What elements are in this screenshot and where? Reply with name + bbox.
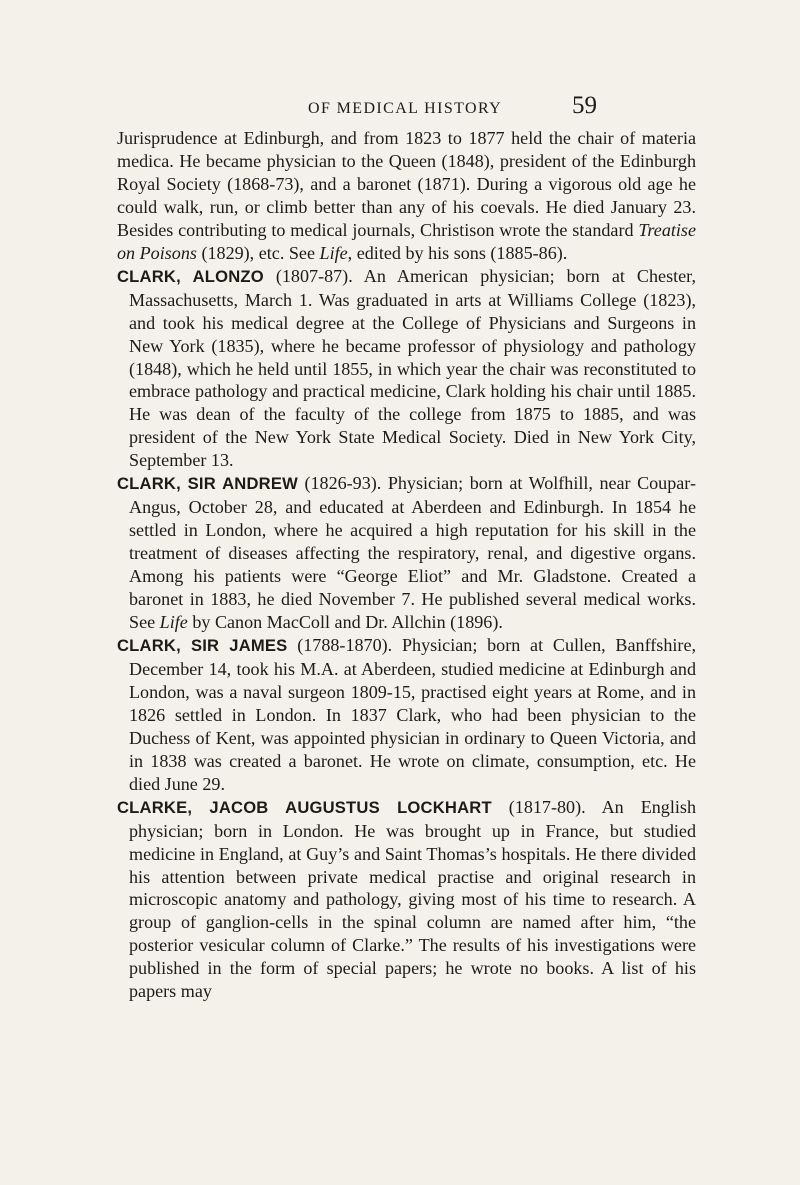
entry-name: CLARK, SIR JAMES: [117, 635, 288, 655]
page-body: [117, 127, 696, 1003]
entry-clarke-jacob: [117, 796, 696, 1004]
entry-name: CLARK, ALONZO: [117, 266, 264, 286]
continuation-paragraph: [117, 127, 696, 265]
entry-text: (1807-87). An American physician; born at Chester, Massachusetts, March 1. Was graduated in arts at Williams College (1823), and took his medical degree at the College of Physicians and Surgeons in New York (1835), where he became professor of physiology and pathology (1848), which he held until 1855, in which year the chair was reconstituted to embrace pathology and practical medicine, Clark holding his chair until 1885. He was dean of the faculty of the college from 1875 to 1885, and was president of the New York State Medical Society. Died in New York City, September 13.: [129, 265, 696, 471]
entry-name: CLARKE, JACOB AUGUSTUS LOCKHART: [117, 797, 492, 817]
page-header: [0, 92, 800, 132]
continuation-text: (1829), etc. See: [196, 242, 320, 263]
entry-clark-alonzo: [117, 265, 696, 473]
book-title: Life: [159, 612, 188, 633]
page-number: 59: [572, 92, 597, 119]
entry-clark-sir-andrew: [117, 472, 696, 634]
book-title: Life: [319, 242, 348, 263]
entry-text: by Canon MacColl and Dr. Allchin (1896).: [187, 612, 503, 633]
entry-name: CLARK, SIR ANDREW: [117, 474, 298, 494]
continuation-text: Jurisprudence at Edinburgh, and from 1823 to 1877 held the chair of materia medica. He became physician to the Queen (1848), president of the Edinburgh Royal Society (1868-73), and a baronet (1871). During a vigorous old age he could walk, run, or climb better than any of his coevals. He died January 23. Besides contributing to medical journals, Christison wrote the standard: [117, 128, 696, 240]
running-head: OF MEDICAL HISTORY: [308, 100, 503, 117]
continuation-text: , edited by his sons (1885-86).: [347, 242, 568, 263]
entry-text: (1817-80). An English physician; born in London. He was brought up in France, but studied medicine in England, at Guy’s and Saint Thomas’s hospitals. He there divided his attention between private medical practise and original research in microscopic anatomy and pathology, giving most of his time to research. A group of ganglion-cells in the spinal column are named after him, “the posterior vesicular column of Clarke.” The results of his investigations were published in the form of special papers; he wrote no books. A list of his papers may: [129, 796, 696, 1002]
entry-text: (1826-93). Physician; born at Wolfhill, near Coupar-Angus, October 28, and educated at Aberdeen and Edinburgh. In 1854 he settled in London, where he acquired a high reputation for his skill in the treatment of diseases affecting the respiratory, renal, and digestive organs. Among his patients were “George Eliot” and Mr. Gladstone. Created a baronet in 1883, he died November 7. He published several medical works. See: [129, 473, 696, 633]
entry-text: (1788-1870). Physician; born at Cullen, Banffshire, December 14, took his M.A. at Aberdeen, studied medicine at Edinburgh and London, was a naval surgeon 1809-15, practised eight years at Rome, and in 1826 settled in London. In 1837 Clark, who had been physician to the Duchess of Kent, was appointed physician in ordinary to Queen Victoria, and in 1838 was created a baronet. He wrote on climate, consumption, etc. He died June 29.: [129, 634, 696, 794]
book-title: Treatise on Poisons: [117, 219, 696, 263]
entry-clark-sir-james: [117, 634, 696, 796]
